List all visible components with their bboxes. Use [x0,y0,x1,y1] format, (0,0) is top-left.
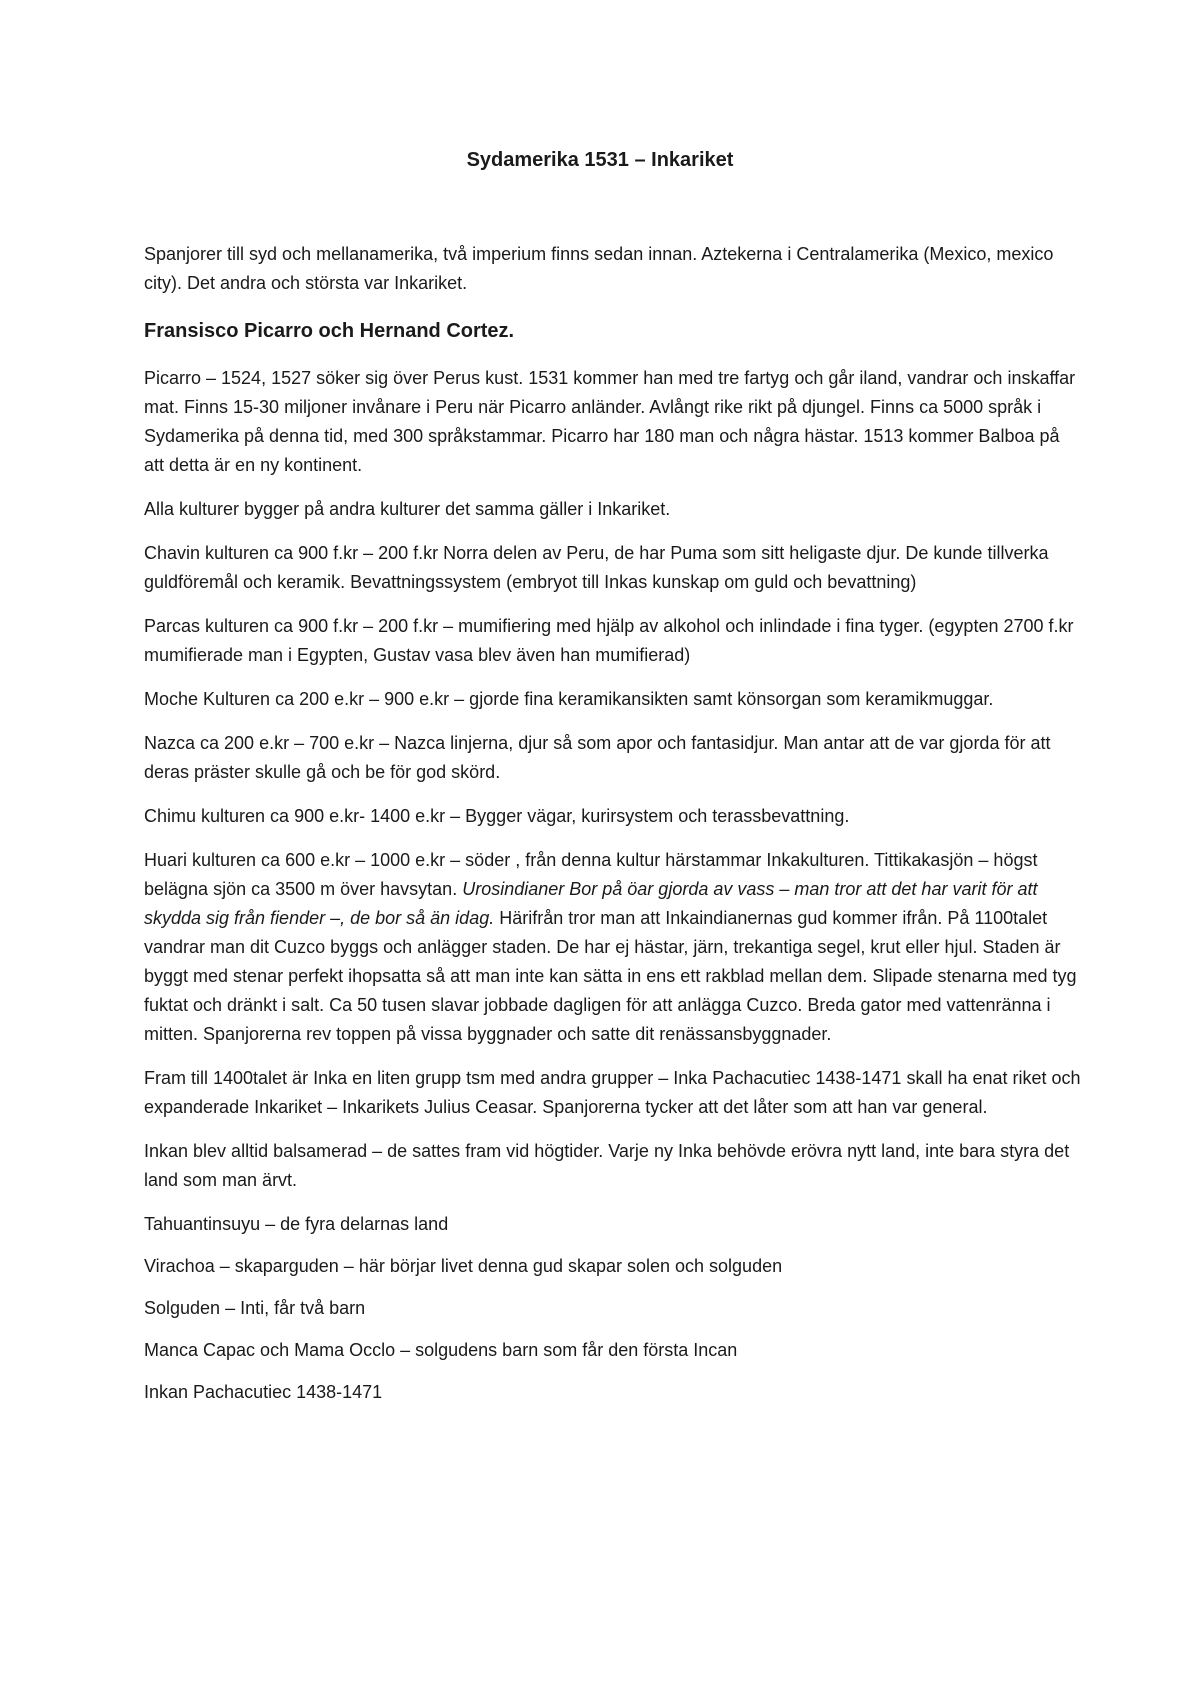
section-heading: Fransisco Picarro och Hernand Cortez. [144,320,515,342]
page-title: Sydamerika 1531 – Inkariket [466,149,734,171]
huari-text-start: Huari kulturen ca 600 e.kr – 1000 e.kr – söder , från denna kultur härstammar Inkakulturen. Tittikakasjön – högst belägna sjön ca 3500 m över havsytan. [144,850,1038,899]
paragraph-picarro: Picarro – 1524, 1527 söker sig över Perus kust. 1531 kommer han med tre fartyg och går iland, vandrar och inskaffar mat. Finns 15-30 miljoner invånare i Peru när Picarro anländer. Avlångt rike rikt på djungel. Finns ca 5000 språk i Sydamerika på denna tid, med 300 språkstammar. Picarro har 180 man och några hästar. 1513 kommer Balboa på att detta är en ny kontinent. [144,368,1076,475]
paragraph-pachacutiec: Inkan Pachacutiec 1438-1471 [144,1382,383,1402]
paragraph-virachoa: Virachoa – skaparguden – här börjar livet denna gud skapar solen och solguden [144,1256,783,1276]
paragraph-kulturer: Alla kulturer bygger på andra kulturer det samma gäller i Inkariket. [144,499,671,519]
intro-paragraph: Spanjorer till syd och mellanamerika, två imperium finns sedan innan. Aztekerna i Centralamerika (Mexico, mexico city). Det andra och största var Inkariket. [144,244,1054,293]
paragraph-manca-capac: Manca Capac och Mama Occlo – solgudens barn som får den första Incan [144,1340,738,1360]
huari-italic-text: Urosindianer Bor på öar gjorda av vass – man tror att det har varit för att skydda sig från fiender –, de bor så än idag. [144,879,1038,928]
paragraph-chavin: Chavin kulturen ca 900 f.kr – 200 f.kr Norra delen av Peru, de har Puma som sitt heligaste djur. De kunde tillverka guldföremål och keramik. Bevattningssystem (embryot till Inkas kunskap om guld och bevattning) [144,543,1049,592]
paragraph-solguden: Solguden – Inti, får två barn [144,1298,366,1318]
paragraph-moche: Moche Kulturen ca 200 e.kr – 900 e.kr – gjorde fina keramikansikten samt könsorgan som keramikmuggar. [144,689,994,709]
huari-text-end: Härifrån tror man att Inkaindianernas gud kommer ifrån. På 1100talet vandrar man dit Cuzco byggs och anlägger staden. De har ej hästar, järn, trekantiga segel, krut eller hjul. Staden är byggt med stenar perfekt ihopsatta så att man inte kan sätta in ens ett rakblad mellan dem. Slipade stenarna med tyg fuktat och dränkt i salt. Ca 50 tusen slavar jobbade dagligen för att anlägga Cuzco. Breda gator med vattenränna i mitten. Spanjorerna rev toppen på vissa byggnader och satte dit renässansbyggnader. [144,908,1077,1044]
paragraph-parcas: Parcas kulturen ca 900 f.kr – 200 f.kr – mumifiering med hjälp av alkohol och inlindade i fina tyger. (egypten 2700 f.kr mumifierade man i Egypten, Gustav vasa blev även han mumifierad) [144,616,1074,665]
paragraph-huari [144,846,1084,1049]
paragraph-tahuantinsuyu: Tahuantinsuyu – de fyra delarnas land [144,1214,449,1234]
paragraph-balsamerad: Inkan blev alltid balsamerad – de sattes fram vid högtider. Varje ny Inka behövde erövra nytt land, inte bara styra det land som man ärvt. [144,1141,1070,1190]
paragraph-chimu: Chimu kulturen ca 900 e.kr- 1400 e.kr – Bygger vägar, kurirsystem och terassbevattning. [144,806,850,826]
document-body [144,240,1084,1420]
paragraph-nazca: Nazca ca 200 e.kr – 700 e.kr – Nazca linjerna, djur så som apor och fantasidjur. Man antar att de var gjorda för att deras präster skulle gå och be för god skörd. [144,733,1051,782]
paragraph-inka-grupp: Fram till 1400talet är Inka en liten grupp tsm med andra grupper – Inka Pachacutiec 1438-1471 skall ha enat riket och expanderade Inkariket – Inkarikets Julius Ceasar. Spanjorerna tycker att det låter som att han var general. [144,1068,1081,1117]
